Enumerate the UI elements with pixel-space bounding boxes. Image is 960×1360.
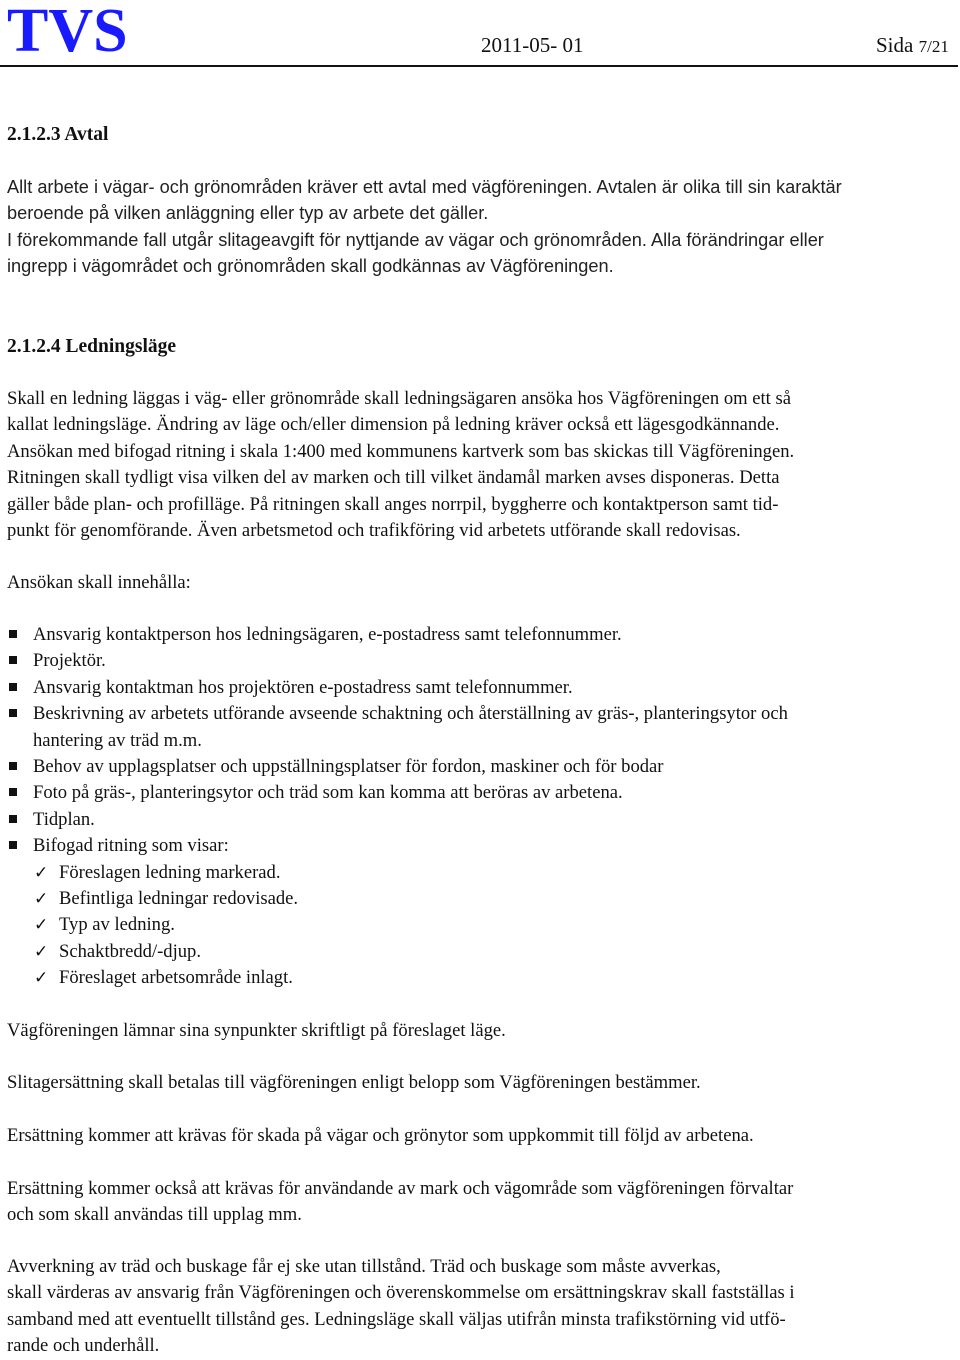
list-item: Tidplan. (7, 807, 952, 833)
text-line: rande och underhåll. (7, 1335, 160, 1357)
list-item: Bifogad ritning som visar: (7, 833, 952, 859)
text-line: gäller både plan- och profilläge. På ritningen skall anges norrpil, byggherre och kontaktperson samt tid- (7, 493, 779, 515)
square-bullet-icon (9, 815, 17, 823)
paragraph-synpunkter (7, 1018, 952, 1044)
list-item: Foto på gräs-, planteringsytor och träd som kan komma att beröras av arbetena. (7, 780, 952, 806)
checkmark-icon: ✓ (34, 862, 49, 883)
list-item: Beskrivning av arbetets utförande avseende schaktning och återställning av gräs-, planteringsytor och (7, 701, 952, 727)
square-bullet-icon (9, 762, 17, 770)
text-line: punkt för genomförande. Även arbetsmetod och trafikföring vid arbetets utförande skall redovisas. (7, 520, 741, 542)
text-line: beroende på vilken anläggning eller typ av arbete det gäller. (7, 203, 489, 224)
square-bullet-icon (9, 656, 17, 664)
paragraph-avverkning (7, 1254, 952, 1360)
square-bullet-icon (9, 630, 17, 638)
list-item: Behov av upplagsplatser och uppställningsplatser för fordon, maskiner och för bodar (7, 754, 952, 780)
text-line: Ersättning kommer att krävas för skada på vägar och grönytor som uppkommit till följd av arbetena. (7, 1125, 754, 1146)
page-label: Sida (876, 33, 914, 57)
header-rule (0, 65, 958, 67)
check-item: ✓ Befintliga ledningar redovisade. (7, 886, 952, 912)
page-header (0, 0, 960, 66)
checkmark-icon: ✓ (34, 968, 49, 989)
application-list (7, 622, 952, 992)
page-num: 7/21 (918, 37, 949, 56)
list-item-continuation: hantering av träd m.m. (33, 729, 202, 751)
check-item: ✓ Föreslagen ledning markerad. (7, 860, 952, 886)
paragraph-skada (7, 1123, 952, 1149)
list-item: Projektör. (7, 648, 952, 674)
text-line: skall värderas av ansvarig från Vägföreningen och överenskommelse om ersättningskrav skall fastställas i (7, 1282, 795, 1304)
application-intro: Ansökan skall innehålla: (7, 572, 191, 593)
list-item: Ansvarig kontaktperson hos ledningsägaren, e-postadress samt telefonnummer. (7, 622, 952, 648)
check-item: ✓ Schaktbredd/-djup. (7, 939, 952, 965)
header-date: 2011-05- 01 (481, 33, 584, 57)
square-bullet-icon (9, 841, 17, 849)
ledning-paragraph (7, 386, 952, 544)
text-line: Ersättning kommer också att krävas för användande av mark och vägområde som vägföreningen förvaltar (7, 1178, 794, 1199)
square-bullet-icon (9, 788, 17, 796)
text-line: och som skall användas till upplag mm. (7, 1204, 302, 1226)
list-item: Ansvarig kontaktman hos projektören e-postadress samt telefonnummer. (7, 675, 952, 701)
checkmark-icon: ✓ (34, 941, 49, 962)
paragraph-mark (7, 1176, 952, 1229)
text-line: Allt arbete i vägar- och grönområden kräver ett avtal med vägföreningen. Avtalen är olika till sin karaktär (7, 177, 842, 197)
text-line: samband med att eventuellt tillstånd ges. Ledningsläge skall väljas utifrån minsta trafikstörning vid utfö- (7, 1308, 786, 1330)
text-line: I förekommande fall utgår slitageavgift för nyttjande av vägar och grönområden. Alla förändringar eller (7, 229, 824, 250)
checkmark-icon: ✓ (34, 915, 49, 936)
checkmark-icon: ✓ (34, 889, 49, 910)
tvs-logo: TVS (7, 0, 128, 65)
text-line: Skall en ledning läggas i väg- eller grönområde skall ledningsägaren ansöka hos Vägföreningen om ett så (7, 388, 791, 409)
text-line: Slitagersättning skall betalas till vägföreningen enligt belopp som Vägföreningen bestämmer. (7, 1072, 701, 1093)
text-line: Ritningen skall tydligt visa vilken del av marken och till vilket ändamål marken avses disponeras. Detta (7, 467, 780, 489)
square-bullet-icon (9, 683, 17, 691)
paragraph-slitage (7, 1070, 952, 1096)
text-line: Avverkning av träd och buskage får ej ske utan tillstånd. Träd och buskage som måste avverkas, (7, 1256, 721, 1277)
text-line: Vägföreningen lämnar sina synpunkter skriftligt på föreslaget läge. (7, 1020, 506, 1041)
check-item: ✓ Föreslaget arbetsområde inlagt. (7, 965, 952, 991)
check-item: ✓ Typ av ledning. (7, 912, 952, 938)
avtal-paragraph (7, 174, 952, 280)
text-line: kallat ledningsläge. Ändring av läge och/eller dimension på ledning kräver också ett lägesgodkännande. (7, 414, 780, 436)
square-bullet-icon (9, 709, 17, 717)
heading-avtal: 2.1.2.3 Avtal (7, 124, 109, 145)
text-line: Ansökan med bifogad ritning i skala 1:400 med kommunens kartverk som bas skickas till Vägföreningen. (7, 440, 795, 462)
heading-ledningslage: 2.1.2.4 Ledningsläge (7, 336, 177, 357)
text-line: ingrepp i vägområdet och grönområden skall godkännas av Vägföreningen. (7, 256, 614, 277)
header-page-number (876, 33, 949, 58)
